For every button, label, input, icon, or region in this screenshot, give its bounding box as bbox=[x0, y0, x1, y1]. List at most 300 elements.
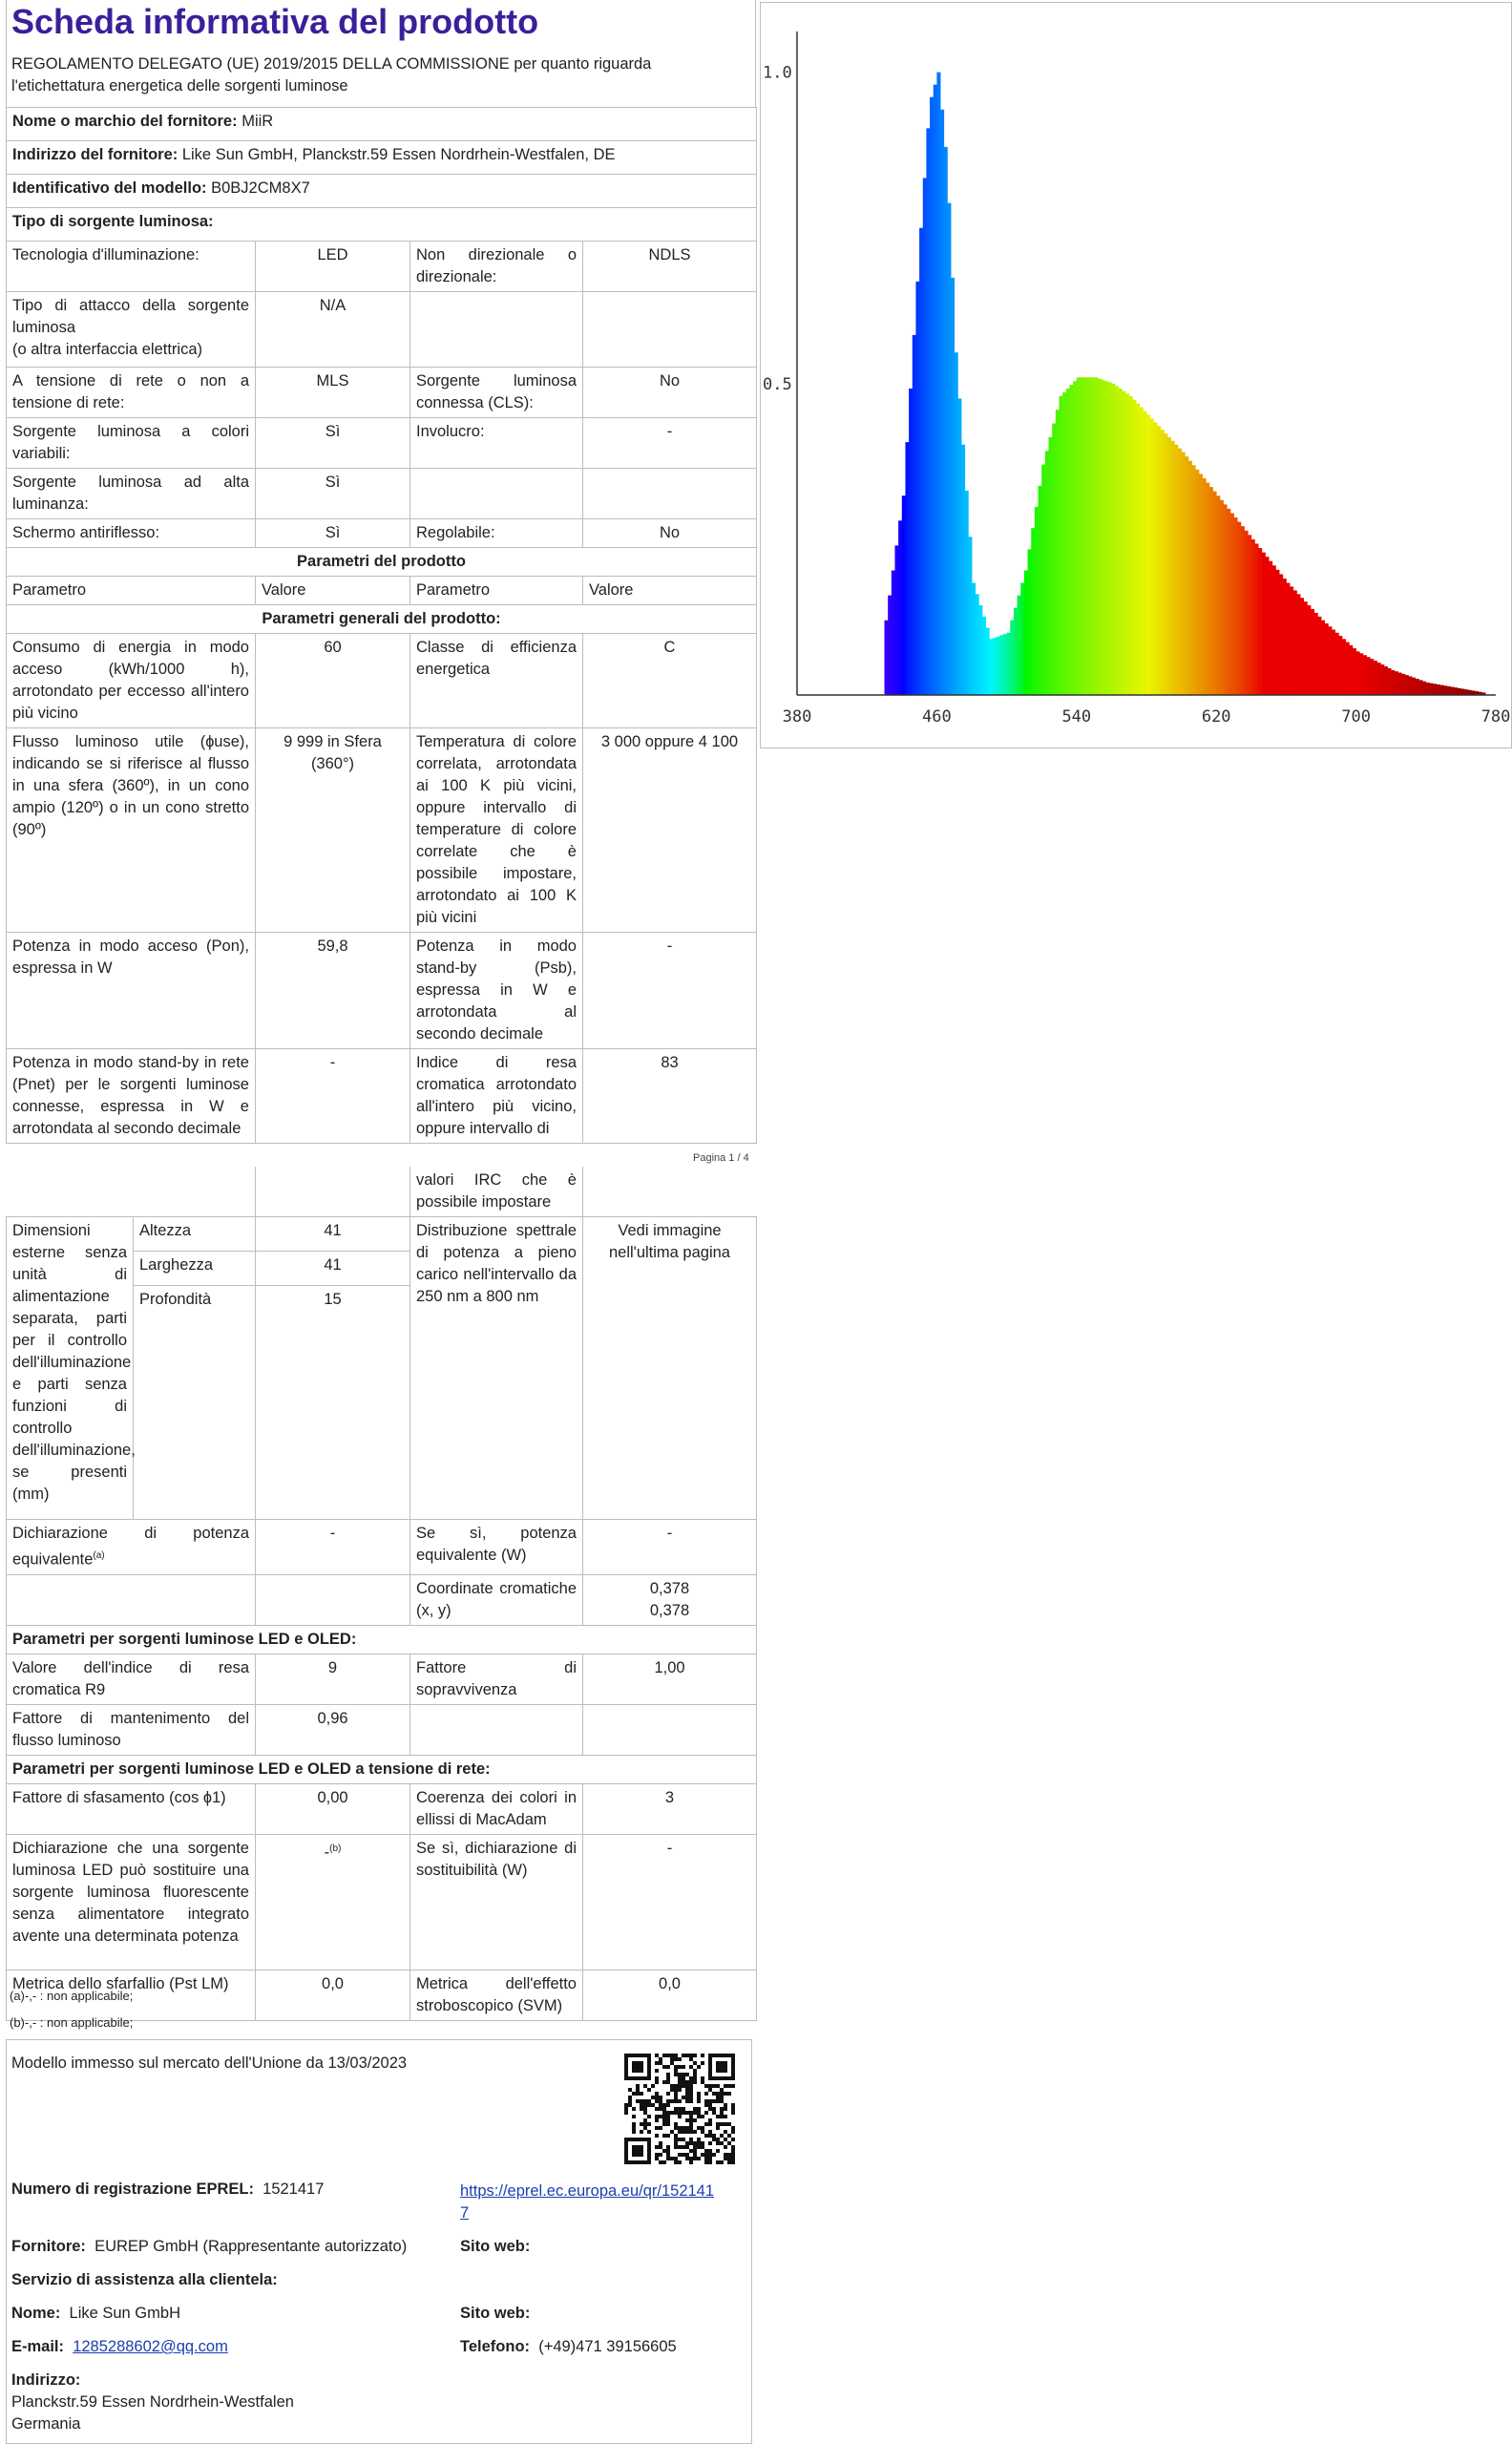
energy-consumption-label: Consumo di energia in modo acceso (kWh/1000 h), arrotondato per eccesso all'intero più vicino bbox=[7, 634, 256, 728]
survival-label: Fattore di sopravvivenza bbox=[410, 1654, 583, 1704]
spectrum-bar bbox=[1069, 385, 1073, 695]
spectrum-bar bbox=[1429, 684, 1433, 695]
spectrum-bar bbox=[1164, 433, 1167, 695]
tech-value: LED bbox=[256, 242, 410, 292]
spectrum-bar bbox=[1251, 539, 1255, 695]
spectrum-bar bbox=[1262, 553, 1266, 695]
spectrum-bar bbox=[1227, 509, 1230, 695]
spectrum-bar bbox=[915, 282, 919, 695]
spectrum-bar bbox=[1125, 393, 1129, 695]
spectrum-bar bbox=[1234, 517, 1238, 695]
spectrum-bar bbox=[1119, 389, 1123, 695]
spectrum-bar bbox=[989, 639, 993, 695]
spectrum-bar bbox=[1391, 670, 1395, 695]
spectrum-bar bbox=[1244, 531, 1248, 695]
spectrum-bar bbox=[1101, 380, 1104, 695]
spectrum-bar bbox=[1108, 383, 1112, 695]
spectrum-bar bbox=[1346, 643, 1350, 695]
regulation-subtitle: REGOLAMENTO DELEGATO (UE) 2019/2015 DELLA COMMISSIONE per quanto riguarda l'etichettatura energetica delle sorgenti luminose bbox=[11, 55, 652, 95]
width-value: 41 bbox=[256, 1252, 410, 1286]
spectrum-bar bbox=[1279, 574, 1283, 695]
spd-value: Vedi immagine nell'ultima pagina bbox=[583, 1217, 757, 1520]
spectrum-bar bbox=[1122, 391, 1125, 695]
spectrum-bar bbox=[1296, 594, 1300, 695]
footnote-a: (a)-,- : non applicabile; bbox=[10, 1989, 134, 2003]
x-tick-label: 620 bbox=[1201, 707, 1231, 727]
spectrum-bar bbox=[892, 571, 895, 695]
spectrum-bar bbox=[1224, 504, 1228, 695]
model-label: Identificativo del modello: bbox=[12, 179, 207, 197]
spectrum-bar bbox=[1359, 653, 1363, 695]
col-param-2: Parametro bbox=[410, 577, 583, 605]
x-tick-label: 540 bbox=[1061, 707, 1092, 727]
svm-label: Metrica dell'effetto stroboscopico (SVM) bbox=[410, 1970, 583, 2020]
spectrum-bar bbox=[1349, 645, 1353, 695]
supplier-row bbox=[11, 2238, 407, 2256]
net-standby-label: Potenza in modo stand-by in rete (Pnet) per le sorgenti luminose connesse, espressa in W e arrotondata al secondo decimale bbox=[7, 1049, 256, 1144]
spectrum-bar bbox=[1073, 381, 1077, 695]
spectrum-bar bbox=[1367, 657, 1371, 695]
spectrum-bar bbox=[1129, 396, 1133, 695]
spectrum-bar bbox=[1031, 528, 1035, 695]
spectrum-bar bbox=[1192, 465, 1196, 695]
contact-name-row bbox=[11, 2305, 180, 2323]
chroma-x: 0,378 bbox=[649, 1579, 690, 1597]
spectrum-bar bbox=[965, 491, 969, 695]
cls-label: Sorgente luminosa connessa (CLS): bbox=[410, 368, 583, 418]
y-tick-label: 1.0 bbox=[763, 63, 792, 83]
spectrum-bar bbox=[930, 97, 934, 695]
spectrum-bar bbox=[1056, 410, 1060, 695]
directional-value: NDLS bbox=[583, 242, 757, 292]
spectrum-bar bbox=[947, 203, 951, 695]
spectrum-bar bbox=[986, 628, 990, 695]
envelope-value: - bbox=[583, 418, 757, 469]
spectrum-bar bbox=[1241, 526, 1245, 695]
spectrum-bar bbox=[1311, 609, 1314, 695]
spectrum-bar bbox=[1111, 384, 1115, 695]
spectrum-bar bbox=[1384, 666, 1388, 695]
email-row bbox=[11, 2338, 228, 2356]
eprel-row bbox=[11, 2181, 324, 2199]
spectrum-bar bbox=[1342, 639, 1346, 695]
spectrum-bar bbox=[982, 617, 986, 695]
phone-value: (+49)471 39156605 bbox=[538, 2338, 677, 2355]
spectrum-bar bbox=[1206, 483, 1209, 695]
spectrum-bar bbox=[1353, 648, 1356, 695]
empty-cell bbox=[583, 292, 757, 368]
spectrum-bar bbox=[1098, 379, 1102, 695]
spectrum-bar bbox=[1035, 507, 1039, 695]
cri-continuation: valori IRC che è possibile impostare bbox=[410, 1167, 583, 1217]
spectrum-bar bbox=[961, 445, 965, 695]
spectrum-bar bbox=[1090, 377, 1094, 695]
spectrum-bar bbox=[1412, 678, 1416, 695]
standby-power-value: - bbox=[583, 933, 757, 1049]
spectrum-bar bbox=[940, 110, 944, 695]
replace-w-value: - bbox=[583, 1834, 757, 1970]
luminous-flux-value: 9 999 in Sfera (360°) bbox=[256, 728, 410, 933]
spectrum-bar bbox=[1335, 633, 1339, 695]
footer-address-line1: Planckstr.59 Essen Nordrhein-Westfalen bbox=[11, 2393, 294, 2411]
email-label: E-mail: bbox=[11, 2338, 65, 2355]
page-number: Pagina 1 / 4 bbox=[693, 1152, 749, 1164]
source-type-heading: Tipo di sorgente luminosa: bbox=[7, 208, 757, 242]
spectrum-bar bbox=[972, 583, 976, 695]
equiv-power-label: Dichiarazione di potenza equivalente$^{(a)}$ bbox=[7, 1520, 256, 1575]
spectrum-chart bbox=[760, 2, 1512, 748]
empty-cell bbox=[583, 1704, 757, 1755]
spectrum-bar bbox=[1437, 685, 1440, 695]
spectrum-bar bbox=[1370, 659, 1374, 695]
spectrum-bar bbox=[1052, 424, 1056, 695]
spectrum-bar bbox=[1115, 386, 1119, 695]
on-power-value: 59,8 bbox=[256, 933, 410, 1049]
spectrum-bar bbox=[1028, 549, 1032, 695]
spectrum-bar bbox=[1153, 422, 1157, 695]
spectrum-bar bbox=[1405, 675, 1409, 695]
spectrum-bar bbox=[1468, 690, 1472, 695]
spectrum-bar bbox=[1450, 687, 1454, 695]
empty-cell bbox=[7, 1574, 256, 1625]
empty-cell bbox=[410, 292, 583, 368]
eprel-label: Numero di registrazione EPREL: bbox=[11, 2181, 254, 2198]
anti-glare-label: Schermo antiriflesso: bbox=[7, 519, 256, 548]
spectrum-bar bbox=[936, 73, 940, 695]
spectrum-bar bbox=[1454, 687, 1458, 695]
model-value: B0BJ2CM8X7 bbox=[211, 179, 310, 197]
cct-label: Temperatura di colore correlata, arrotondata ai 100 K più vicini, oppure intervallo di temperature di colore correlate che è possibile impostare, arrotondato ai 100 K più vicini bbox=[410, 728, 583, 933]
mains-value: MLS bbox=[256, 368, 410, 418]
spectrum-bar bbox=[1258, 548, 1262, 695]
spectrum-bar bbox=[997, 637, 1000, 695]
spectrum-bar bbox=[1328, 626, 1332, 695]
page-title: Scheda informativa del prodotto bbox=[11, 2, 539, 41]
r9-label: Valore dell'indice di resa cromatica R9 bbox=[7, 1654, 256, 1704]
spectrum-bar bbox=[1275, 570, 1279, 695]
spectrum-bar bbox=[1401, 674, 1405, 695]
header-frame bbox=[6, 0, 756, 108]
spectrum-bar bbox=[968, 537, 972, 695]
email-link[interactable]: 1285288602@qq.com bbox=[73, 2338, 228, 2355]
footnote-a-ref: (a) bbox=[93, 1550, 105, 1561]
spectrum-bar bbox=[1003, 634, 1007, 695]
color-tunable-label: Sorgente luminosa a colori variabili: bbox=[7, 418, 256, 469]
spectrum-bar bbox=[1317, 617, 1321, 695]
x-tick-label: 460 bbox=[922, 707, 952, 727]
spectrum-bar bbox=[1422, 682, 1426, 695]
spectrum-bar bbox=[1146, 414, 1150, 695]
spectrum-bar bbox=[1045, 451, 1049, 695]
spectrum-bar bbox=[913, 335, 916, 695]
efficiency-class-value: C bbox=[583, 634, 757, 728]
spectrum-bar bbox=[999, 635, 1003, 695]
spectrum-bar bbox=[885, 621, 889, 695]
mains-label: A tensione di rete o non a tensione di rete: bbox=[7, 368, 256, 418]
source-type-table bbox=[6, 241, 757, 1144]
high-luminance-label: Sorgente luminosa ad alta luminanza: bbox=[7, 469, 256, 519]
spectrum-bar bbox=[1087, 377, 1091, 695]
x-tick-label: 700 bbox=[1341, 707, 1371, 727]
spectrum-bar bbox=[1300, 598, 1304, 695]
spectrum-bar bbox=[1185, 456, 1188, 695]
dimmable-label: Regolabile: bbox=[410, 519, 583, 548]
spectrum-bar bbox=[888, 596, 892, 695]
chroma-values bbox=[583, 1574, 757, 1625]
market-date: Modello immesso sul mercato dell'Unione da 13/03/2023 bbox=[11, 2054, 408, 2072]
spectrum-bar bbox=[1237, 522, 1241, 695]
spectrum-bar bbox=[957, 398, 961, 695]
col-value-1: Valore bbox=[256, 577, 410, 605]
spectrum-bar bbox=[993, 638, 997, 695]
spectrum-bar bbox=[1062, 392, 1066, 695]
x-tick-label: 380 bbox=[782, 707, 812, 727]
spectrum-bar bbox=[1094, 377, 1098, 695]
footnote-b: (b)-,- : non applicabile; bbox=[10, 2015, 134, 2030]
spectrum-bar bbox=[1338, 636, 1342, 695]
spectrum-bar bbox=[1356, 651, 1360, 695]
pst-label: Metrica dello sfarfallio (Pst LM) bbox=[7, 1970, 256, 2020]
spectrum-bar bbox=[1220, 500, 1224, 695]
spectrum-bar bbox=[1199, 474, 1203, 695]
spectrum-bar bbox=[1283, 579, 1287, 695]
maintenance-label: Fattore di mantenimento del flusso luminoso bbox=[7, 1704, 256, 1755]
spectrum-bar bbox=[1314, 613, 1318, 695]
spectrum-bar bbox=[1157, 426, 1161, 695]
dimensions-label: Dimensioni esterne senza unità di alimentazione separata, parti per il controllo dell'illuminazione e parti senza funzioni di controllo dell'illuminazione, se presenti (mm) bbox=[7, 1217, 134, 1520]
footer-address-label: Indirizzo: bbox=[11, 2371, 81, 2389]
x-tick-label: 780 bbox=[1480, 707, 1511, 727]
supplier-table bbox=[6, 107, 757, 242]
spectrum-bar bbox=[902, 495, 906, 695]
website-label-2: Sito web: bbox=[460, 2305, 531, 2322]
spectrum-bar bbox=[1014, 608, 1018, 695]
standby-power-label: Potenza in modo stand-by (Psb), espressa in W e arrotondata al secondo decimale bbox=[410, 933, 583, 1049]
spectrum-bar bbox=[1203, 478, 1207, 695]
equiv-w-value: - bbox=[583, 1520, 757, 1575]
cri-label: Indice di resa cromatica arrotondato all'intero più vicino, oppure intervallo di bbox=[410, 1049, 583, 1144]
empty-cell bbox=[583, 469, 757, 519]
spectrum-bar bbox=[1304, 601, 1308, 695]
equiv-power-value: - bbox=[256, 1520, 410, 1575]
energy-consumption-value: 60 bbox=[256, 634, 410, 728]
spectrum-bar bbox=[1418, 680, 1422, 695]
empty-cell bbox=[410, 1704, 583, 1755]
spectrum-bar bbox=[1443, 685, 1447, 695]
depth-value: 15 bbox=[256, 1286, 410, 1520]
on-power-label: Potenza in modo acceso (Pon), espressa in W bbox=[7, 933, 256, 1049]
spectrum-bar bbox=[1290, 586, 1293, 695]
width-label: Larghezza bbox=[134, 1252, 256, 1286]
spectrum-bar bbox=[1426, 683, 1430, 695]
spectrum-bar bbox=[919, 228, 923, 695]
supplier-name-value: MiiR bbox=[242, 113, 274, 130]
spectrum-bar bbox=[1018, 596, 1021, 695]
macadam-value: 3 bbox=[583, 1783, 757, 1834]
spectrum-bar bbox=[944, 147, 948, 695]
spectrum-bar bbox=[1433, 684, 1437, 695]
spectrum-bar bbox=[1024, 571, 1028, 695]
spectrum-bar bbox=[1167, 437, 1171, 695]
cls-value: No bbox=[583, 368, 757, 418]
spectrum-bar bbox=[1230, 514, 1234, 695]
spectrum-bar bbox=[1363, 655, 1367, 695]
spectrum-bar bbox=[955, 352, 958, 695]
spectrum-svg bbox=[761, 3, 1511, 748]
spectrum-bar bbox=[1286, 583, 1290, 695]
spectrum-bar bbox=[934, 85, 937, 695]
footer-address-line2: Germania bbox=[11, 2415, 81, 2433]
spectrum-bar bbox=[1307, 605, 1311, 695]
footnote-b-ref: (b) bbox=[329, 1843, 342, 1854]
spectrum-bar bbox=[1060, 396, 1063, 695]
spectrum-bar bbox=[1049, 437, 1053, 695]
spectrum-bar bbox=[978, 605, 982, 695]
spectrum-bar bbox=[1136, 404, 1140, 695]
spectrum-bar bbox=[1248, 535, 1251, 695]
cap-type-label: Tipo di attacco della sorgente luminosa (o altra interfaccia elettrica) bbox=[7, 292, 256, 368]
spectrum-bar bbox=[1039, 486, 1042, 695]
spectrum-bar bbox=[1007, 633, 1011, 695]
empty-cell bbox=[256, 1574, 410, 1625]
spectrum-bar bbox=[905, 442, 909, 695]
qr-code-icon bbox=[624, 2054, 735, 2164]
spectrum-bar bbox=[1458, 688, 1461, 695]
contact-name-value: Like Sun GmbH bbox=[69, 2305, 180, 2322]
spectrum-bar bbox=[1104, 381, 1108, 695]
cct-value: 3 000 oppure 4 100 bbox=[583, 728, 757, 933]
spectrum-bar bbox=[1188, 461, 1192, 695]
params-table-page2 bbox=[6, 1167, 757, 2021]
spectrum-bar bbox=[951, 278, 955, 695]
spectrum-bar bbox=[1132, 400, 1136, 695]
spectrum-bar bbox=[1213, 492, 1217, 695]
spectrum-bar bbox=[1182, 453, 1186, 695]
spectrum-bar bbox=[898, 520, 902, 695]
spectrum-bar bbox=[1272, 565, 1276, 695]
phone-row bbox=[460, 2338, 677, 2356]
phi-label: Fattore di sfasamento (cos ɸ1) bbox=[7, 1783, 256, 1834]
spectrum-bar bbox=[1325, 623, 1329, 695]
envelope-label: Involucro: bbox=[410, 418, 583, 469]
spectrum-bar bbox=[1332, 630, 1335, 696]
customer-service-heading: Servizio di assistenza alla clientela: bbox=[11, 2271, 278, 2288]
spectrum-bar bbox=[1143, 411, 1146, 695]
spectrum-bar bbox=[1447, 686, 1451, 695]
high-luminance-value: Sì bbox=[256, 469, 410, 519]
replace-label: Dichiarazione che una sorgente luminosa LED può sostituire una sorgente luminosa fluorescente senza alimentatore integrato avente una determinata potenza bbox=[7, 1834, 256, 1970]
height-label: Altezza bbox=[134, 1217, 256, 1252]
pst-value: 0,0 bbox=[256, 1970, 410, 2020]
eprel-value: 1521417 bbox=[262, 2181, 325, 2198]
phi-value: 0,00 bbox=[256, 1783, 410, 1834]
spectrum-bar bbox=[923, 179, 927, 695]
footer-supplier-label: Fornitore: bbox=[11, 2238, 86, 2255]
spectrum-bar bbox=[1293, 590, 1297, 695]
spectrum-bar bbox=[1161, 430, 1165, 695]
spectrum-bar bbox=[1178, 449, 1182, 695]
spectrum-bar bbox=[1377, 663, 1381, 695]
spectrum-bar bbox=[909, 389, 913, 695]
website-label: Sito web: bbox=[460, 2238, 531, 2255]
product-params-heading: Parametri del prodotto bbox=[7, 548, 757, 577]
maintenance-value: 0,96 bbox=[256, 1704, 410, 1755]
supplier-address-label: Indirizzo del fornitore: bbox=[12, 146, 178, 163]
spectrum-bar bbox=[1080, 377, 1083, 695]
spectrum-bar bbox=[1409, 676, 1413, 695]
macadam-label: Coerenza dei colori in ellissi di MacAdam bbox=[410, 1783, 583, 1834]
cap-type-value: N/A bbox=[256, 292, 410, 368]
survival-value: 1,00 bbox=[583, 1654, 757, 1704]
spectrum-bar bbox=[1395, 671, 1398, 695]
spectrum-bar bbox=[1380, 664, 1384, 695]
spectrum-bar bbox=[926, 128, 930, 695]
contact-name-label: Nome: bbox=[11, 2305, 61, 2322]
spectrum-bar bbox=[1066, 389, 1070, 695]
spectrum-bar bbox=[1195, 470, 1199, 695]
equiv-w-label: Se sì, potenza equivalente (W) bbox=[410, 1520, 583, 1575]
spectrum-bar bbox=[976, 594, 979, 695]
spectrum-bar bbox=[1388, 668, 1392, 695]
mains-params-heading: Parametri per sorgenti luminose LED e OLED a tensione di rete: bbox=[7, 1755, 757, 1783]
footer-supplier-value: EUREP GmbH (Rappresentante autorizzato) bbox=[94, 2238, 408, 2255]
spectrum-bar bbox=[1150, 418, 1154, 695]
spectrum-bar bbox=[1171, 441, 1175, 695]
supplier-name-label: Nome o marchio del fornitore: bbox=[12, 113, 238, 130]
spectrum-bar bbox=[1174, 445, 1178, 695]
svm-value: 0,0 bbox=[583, 1970, 757, 2020]
tech-label: Tecnologia d'illuminazione: bbox=[7, 242, 256, 292]
spectrum-bar bbox=[1216, 495, 1220, 695]
cri-value: 83 bbox=[583, 1049, 757, 1144]
depth-label: Profondità bbox=[134, 1286, 256, 1520]
net-standby-value: - bbox=[256, 1049, 410, 1144]
luminous-flux-label: Flusso luminoso utile (ɸuse), indicando se si riferisce al flusso in una sfera (360º), in un cono ampio (120º) o in un cono stretto (90º) bbox=[7, 728, 256, 933]
efficiency-class-label: Classe di efficienza energetica bbox=[410, 634, 583, 728]
spectrum-bar bbox=[1416, 679, 1419, 695]
spectrum-bar bbox=[1269, 561, 1272, 695]
col-value-2: Valore bbox=[583, 577, 757, 605]
supplier-address-value: Like Sun GmbH, Planckstr.59 Essen Nordrhein-Westfalen, DE bbox=[181, 146, 616, 163]
y-tick-label: 0.5 bbox=[763, 374, 792, 394]
anti-glare-value: Sì bbox=[256, 519, 410, 548]
spectrum-bar bbox=[894, 545, 898, 695]
chroma-y: 0,378 bbox=[649, 1601, 690, 1619]
spectrum-bar bbox=[1209, 487, 1213, 695]
spectrum-bar bbox=[1321, 621, 1325, 695]
spectrum-bar bbox=[1265, 557, 1269, 695]
eprel-link[interactable]: https://eprel.ec.europa.eu/qr/1521417 bbox=[460, 2182, 715, 2222]
spectrum-bar bbox=[1041, 465, 1045, 695]
color-tunable-value: Sì bbox=[256, 418, 410, 469]
led-params-heading: Parametri per sorgenti luminose LED e OLED: bbox=[7, 1625, 757, 1654]
directional-label: Non direzionale o direzionale: bbox=[410, 242, 583, 292]
spectrum-bar bbox=[1077, 377, 1081, 695]
replace-value: -$^{(b)}$ bbox=[256, 1834, 410, 1970]
spectrum-bar bbox=[1140, 408, 1144, 695]
r9-value: 9 bbox=[256, 1654, 410, 1704]
spd-label: Distribuzione spettrale di potenza a pieno carico nell'intervallo da 250 nm a 800 nm bbox=[410, 1217, 583, 1520]
spectrum-bar bbox=[1460, 688, 1464, 695]
spectrum-bar bbox=[1398, 673, 1402, 695]
spectrum-bar bbox=[1010, 621, 1014, 695]
spectrum-bar bbox=[1020, 583, 1024, 695]
spectrum-bar bbox=[1439, 685, 1443, 695]
spectrum-bar bbox=[1083, 377, 1087, 695]
dimmable-value: No bbox=[583, 519, 757, 548]
spectrum-bar bbox=[1254, 543, 1258, 695]
chroma-label: Coordinate cromatiche (x, y) bbox=[410, 1574, 583, 1625]
